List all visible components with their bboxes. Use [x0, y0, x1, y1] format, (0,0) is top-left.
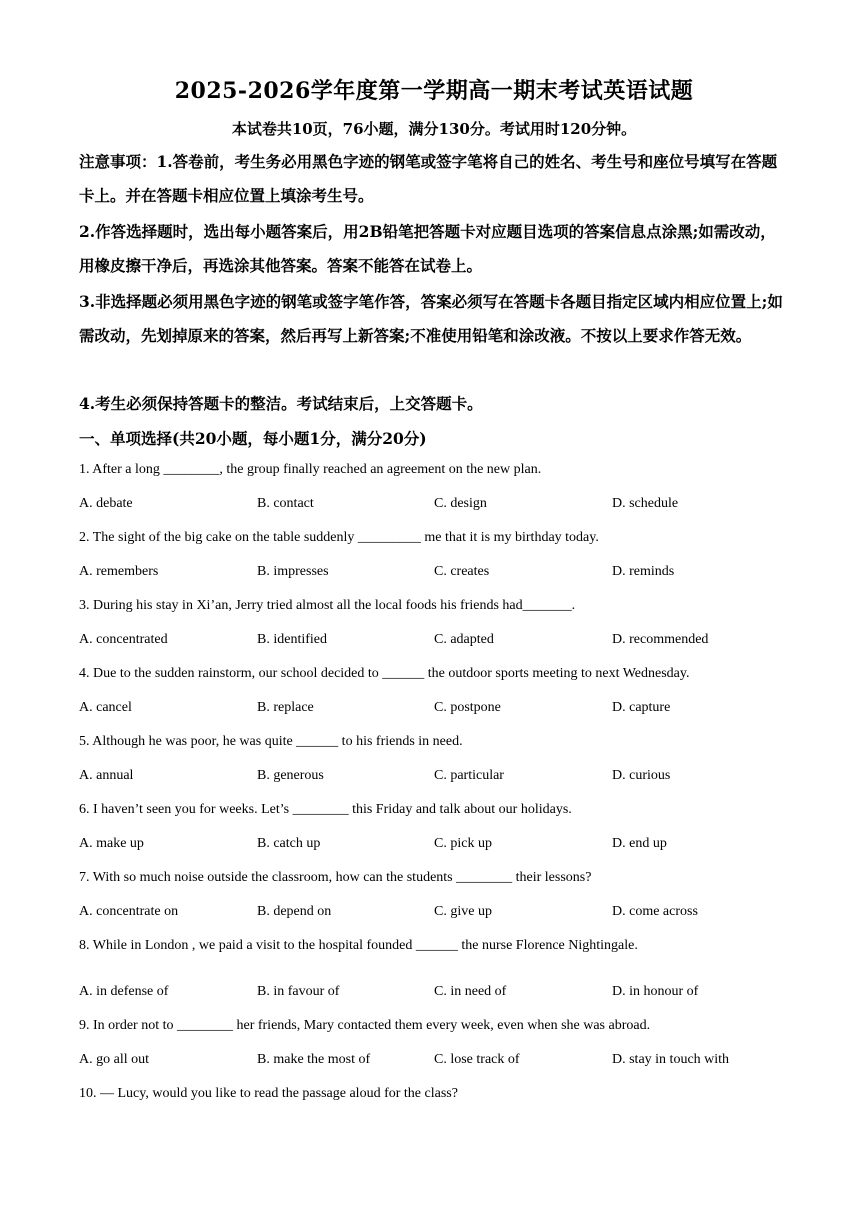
option-c: C. pick up — [434, 836, 492, 851]
option-b: B. replace — [257, 700, 314, 715]
exam-subtitle: 本试卷共10页，76小题，满分130分。考试用时120分钟。 — [231, 120, 637, 138]
question-stem-10: 10. — Lucy, would you like to read the passage aloud for the class? — [79, 1086, 458, 1101]
option-d: D. schedule — [612, 496, 679, 511]
question-options-2 — [79, 564, 799, 584]
question-options-8 — [79, 984, 799, 1004]
option-c: C. adapted — [434, 632, 494, 647]
question-stem-4: 4. Due to the sudden rainstorm, our school decided to ______ the outdoor sports meeting to next Wednesday. — [79, 666, 690, 681]
option-a: A. cancel — [79, 700, 132, 715]
question-options-1 — [79, 496, 799, 516]
option-b: B. identified — [257, 632, 327, 647]
question-stem-2: 2. The sight of the big cake on the table suddenly _________ me that it is my birthday today. — [79, 530, 599, 545]
option-a: A. go all out — [79, 1052, 149, 1067]
question-stem-9: 9. In order not to ________ her friends, Mary contacted them every week, even when she was abroad. — [79, 1018, 651, 1033]
option-b: B. in favour of — [257, 984, 340, 999]
option-a: A. make up — [79, 836, 144, 851]
question-options-5 — [79, 768, 799, 788]
exam-title: 2025-2026学年度第一学期高一期末考试英语试题 — [174, 78, 694, 104]
notice-item-1: 注意事项：1.答卷前，考生务必用黑色字迹的钢笔或签字笔将自己的姓名、考生号和座位号填写在答题卡上。并在答题卡相应位置上填涂考生号。 — [79, 152, 778, 205]
option-d: D. reminds — [612, 564, 675, 579]
option-b: B. contact — [257, 496, 314, 511]
option-a: A. in defense of — [79, 984, 169, 999]
option-a: A. concentrated — [79, 632, 168, 647]
option-c: C. give up — [434, 904, 492, 919]
option-d: D. capture — [612, 700, 671, 715]
option-b: B. generous — [257, 768, 324, 783]
option-c: C. creates — [434, 564, 490, 579]
option-a: A. remembers — [79, 564, 159, 579]
option-d: D. recommended — [612, 632, 709, 647]
question-options-4 — [79, 700, 799, 720]
option-a: A. concentrate on — [79, 904, 179, 919]
option-d: D. come across — [612, 904, 698, 919]
option-d: D. in honour of — [612, 984, 699, 999]
question-options-6 — [79, 836, 799, 856]
question-stem-7: 7. With so much noise outside the classroom, how can the students ________ their lessons? — [79, 870, 592, 885]
option-b: B. impresses — [257, 564, 329, 579]
question-stem-3: 3. During his stay in Xi’an, Jerry tried almost all the local foods his friends had_______. — [79, 598, 576, 613]
option-b: B. depend on — [257, 904, 332, 919]
question-options-9 — [79, 1052, 799, 1072]
option-c: C. particular — [434, 768, 504, 783]
option-c: C. design — [434, 496, 487, 511]
option-c: C. in need of — [434, 984, 507, 999]
question-options-7 — [79, 904, 799, 924]
option-c: C. postpone — [434, 700, 501, 715]
option-c: C. lose track of — [434, 1052, 520, 1067]
option-d: D. end up — [612, 836, 667, 851]
question-stem-8: 8. While in London , we paid a visit to the hospital founded ______ the nurse Florence Nightingale. — [79, 938, 638, 953]
option-a: A. debate — [79, 496, 133, 511]
option-d: D. curious — [612, 768, 671, 783]
question-stem-1: 1. After a long ________, the group finally reached an agreement on the new plan. — [79, 462, 542, 477]
question-stem-5: 5. Although he was poor, he was quite ______ to his friends in need. — [79, 734, 463, 749]
option-b: B. catch up — [257, 836, 321, 851]
section-title: 一、单项选择(共20小题，每小题1分，满分20分) — [79, 429, 427, 448]
question-options-3 — [79, 632, 799, 652]
question-stem-6: 6. I haven’t seen you for weeks. Let’s ________ this Friday and talk about our holidays. — [79, 802, 572, 817]
option-a: A. annual — [79, 768, 134, 783]
option-b: B. make the most of — [257, 1052, 371, 1067]
option-d: D. stay in touch with — [612, 1052, 730, 1067]
notice-item-4: 4.考生必须保持答题卡的整洁。考试结束后，上交答题卡。 — [79, 394, 483, 413]
notice-item-3: 3.非选择题必须用黑色字迹的钢笔或签字笔作答，答案必须写在答题卡各题目指定区域内相应位置上;如需改动，先划掉原来的答案，然后再写上新答案;不准使用铅笔和涂改液。不按以上要求作答无效。 — [79, 292, 783, 345]
notice-item-2: 2.作答选择题时，选出每小题答案后，用2B铅笔把答题卡对应题目选项的答案信息点涂黑;如需改动，用橡皮擦干净后，再选涂其他答案。答案不能答在试卷上。 — [79, 222, 776, 275]
